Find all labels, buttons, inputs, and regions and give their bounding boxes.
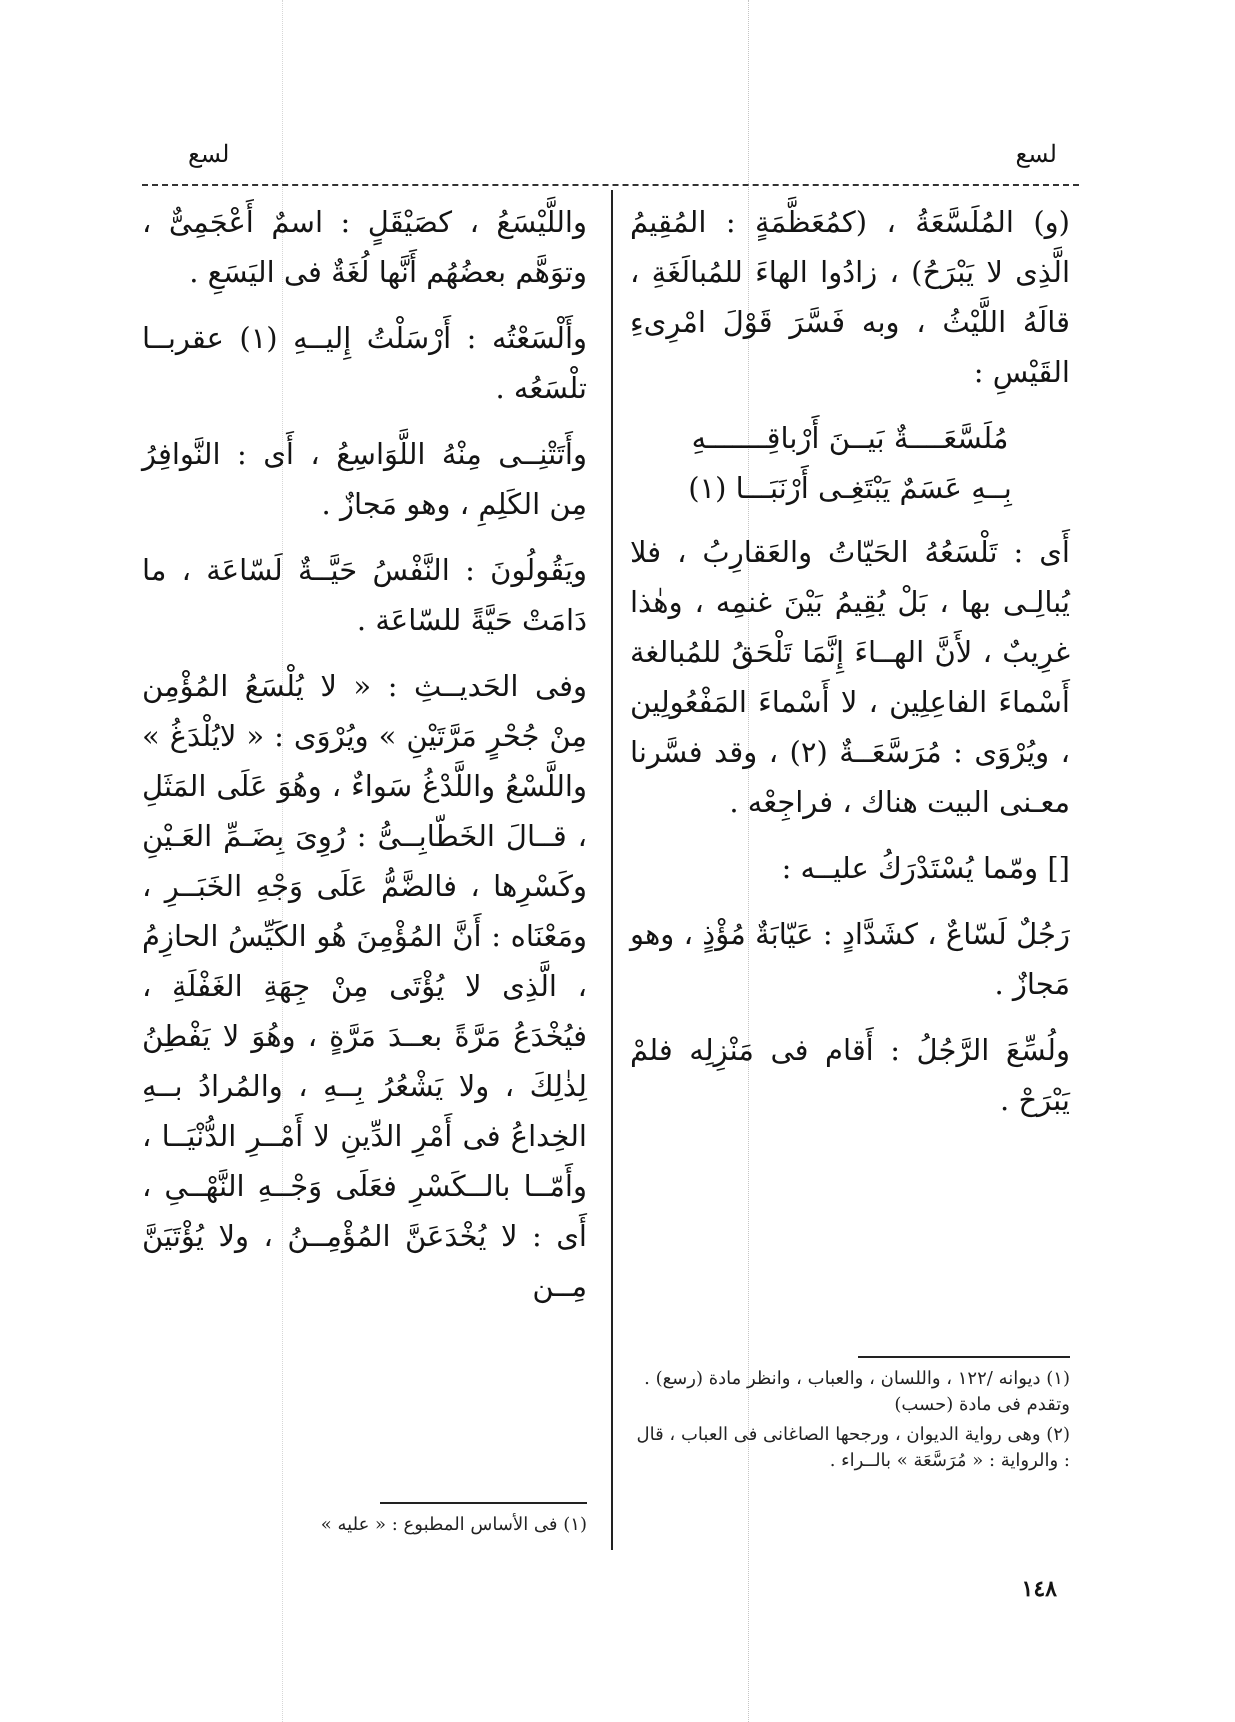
footnotes-left	[142, 1512, 587, 1542]
footnote-rule-left	[380, 1502, 587, 1504]
footnote-rule-right	[858, 1356, 1070, 1358]
mustadrak-heading: [] ومّما يُسْتَدْرَكُ عليــه :	[781, 851, 1070, 885]
column-divider	[611, 190, 613, 1550]
entry-hadith: وفى الحَديــثِ : « لا يُلْسَعُ المُؤْمِن مِنْ جُحْرٍ مَرَّتَيْنِ » ويُرْوَى : « لايُلْدَغُ » واللَّسْعُ واللَّدْغُ سَواءٌ ، وهُوَ عَلَى المَثَلِ ، قــالَ الخَطّابِــىُّ : رُوِىَ بِضَـمِّ العَـيْنِ وكَسْرِها ، فالضَّمُّ عَلَى وَجْهِ الخَبَــرِ ، ومَعْنَاه : أَنَّ المُؤْمِنَ هُو الكَيِّسُ الحازِمُ ، الَّذِى لا يُؤْتَى مِنْ جِهَةِ الغَفْلَةِ ، فيُخْدَعُ مَرَّةً بعــدَ مَرَّةٍ ، وهُوَ لا يَفْطِنُ لِذٰلِكَ ، ولا يَشْعُرُ بِــهِ ، والمُرادُ بــهِ الخِداعُ فى أَمْرِ الدِّينِ لا أَمْــرِ الدُّنْيَــا ، وأَمّــا بالــكَسْرِ فعَلَى وَجْــهِ النَّهْــىِ ، أَى : لا يُخْدَعَنَّ المُؤْمِــنُ ، ولا يُؤْتَيَنَّ مِــن	[142, 669, 587, 1303]
header-rule	[142, 184, 1079, 186]
verse-explanation: أَى : تَلْسَعُهُ الحَيّاتُ والعَقارِبُ ، فلا يُبالِـى بها ، بَلْ يُقِيمُ بَيْنَ غنمِه ، وهٰذا غرِيبٌ ، لأَنَّ الهــاءَ إِنَّمَا تَلْحَقُ للمُبالغة أَسْماءَ الفاعِلِين ، لا أَسْماءَ المَفْعُولِين ، ويُرْوَى : مُرَسَّعَــةٌ (٢) ، وقد فسَّرنا معـنى البيت هناك ، فراجِعْه .	[630, 535, 1070, 819]
verse-first-hemistich: مُلَسَّعَــــةٌ بَيــنَ أَرْباقِـــــــهِ	[691, 421, 1009, 455]
footnotes-right	[630, 1366, 1070, 1478]
footnote-1: (١) ديوانه /١٢٢ ، واللسان ، والعباب ، وانظر مادة (رسع) . وتقدم فى مادة (حسب)	[644, 1368, 1070, 1415]
left-column	[142, 197, 587, 1327]
verse-second-hemistich: بِــهِ عَسَمٌ يَبْتَغِـى أَرْنَبَـــا (١)	[688, 471, 1012, 505]
entry-mulassaa: (و) المُلَسَّعَةُ ، (كمُعَظَّمَةٍ : المُقِيمُ الَّذِى لا يَبْرَحُ) ، زادُوا الهاءَ للمُبالَغَةِ ، قالَهُ اللَّيْثُ ، وبه فَسَّرَ قَوْلَ امْرِىءِ القَيْسِ :	[630, 205, 1070, 389]
running-header-left: لسع	[188, 140, 230, 168]
entry-laysaa: واللَّيْسَعُ ، كصَيْقَلٍ : اسمٌ أَعْجَمِىٌّ ، وتوَهَّم بعضُهُم أَنَّها لُغَةٌ فى اليَسَعِ .	[142, 205, 587, 289]
right-column	[630, 197, 1070, 1141]
poetry-verse	[630, 413, 1070, 513]
entry-saying: ويَقُولُونَ : النَّفْسُ حَيَّــةٌ لَسّاعَة ، ما دَامَتْ حَيَّةً للسّاعَة .	[142, 553, 587, 637]
entry-lawasi: وأَتَتْنِــى مِنْهُ اللَّوَاسِعُ ، أَى : النَّوافِرُ مِن الكَلِمِ ، وهو مَجازٌ .	[142, 437, 587, 521]
entry-alsaa: وأَلْسَعْتُه : أَرْسَلْتُ إِليــهِ (١) عقربــا تلْسَعُه .	[142, 321, 588, 405]
footnote-1-left: (١) فى الأساس المطبوع : « عليه »	[320, 1514, 587, 1535]
page-number: ١٤٨	[1021, 1576, 1057, 1602]
entry-lassaa: رَجُلٌ لَسّاعٌ ، كشَدَّادٍ : عَيّابَةٌ مُؤْذٍ ، وهو مَجازٌ .	[630, 917, 1070, 1001]
running-header-right: لسع	[1015, 140, 1057, 168]
footnote-2: (٢) وهى رواية الديوان ، ورجحها الصاغانى فى العباب ، قال : والرواية : « مُرَسَّعَة » بالــراء .	[636, 1424, 1070, 1471]
entry-lussia: ولُسِّعَ الرَّجُلُ : أَقام فى مَنْزِلِه فلمْ يَبْرَحْ .	[630, 1033, 1070, 1117]
